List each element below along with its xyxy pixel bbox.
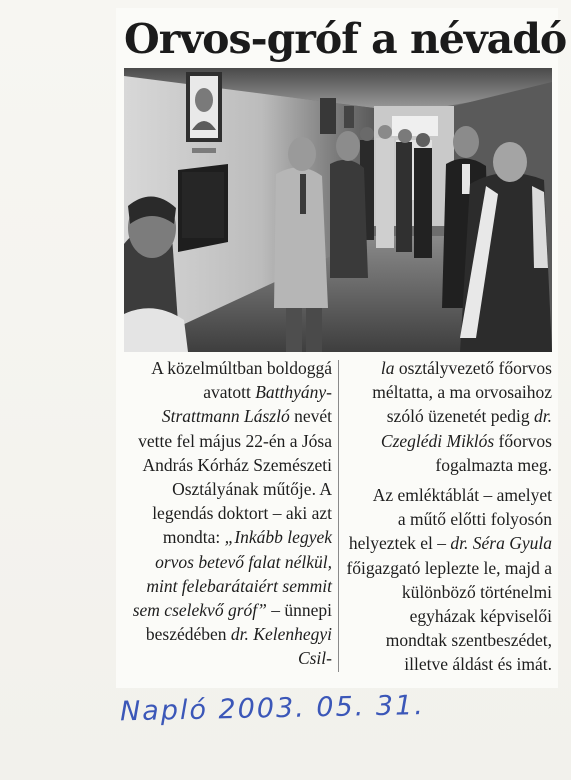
article-column-left [126, 356, 332, 671]
paragraph [126, 356, 332, 671]
text-run: Az emléktáblát – amelyet a műtő előtti folyosón helyeztek el – [348, 485, 552, 554]
text-run: főorvos fogalmazta meg. [435, 430, 552, 475]
emphasized-text: la [380, 358, 395, 378]
text-run: nevét vette fel május 22-én a Jósa András Kórház Szemészeti Osztályának műtője. A legendás doktort – aki azt mondta: [138, 406, 332, 548]
emphasized-text: dr. Czeglédi Miklós [380, 406, 552, 451]
text-run: osztályvezető főorvos méltatta, a ma orvosaihoz szóló üzenetét pedig [372, 358, 552, 427]
emphasized-text: „Inkább legyek orvos betevő falat nélkül, mint felebarátaiért semmit sem cselekvő gróf” [132, 527, 332, 621]
emphasized-text: dr. Kelenhegyi Csil- [230, 624, 332, 669]
text-run: főigazgató leplezte le, majd a különböző történelmi egyházak képviselői mondtak szentbeszédet, illetve áldást és imát. [346, 557, 552, 675]
emphasized-text: Batthyány-Strattmann László [161, 382, 332, 427]
text-run: – ünnepi beszédében [145, 600, 332, 645]
headline: Orvos-gróf a névadó [124, 15, 567, 63]
emphasized-text: dr. Séra Gyula [450, 533, 552, 554]
handwritten-date-note: Napló 2003. 05. 31. [119, 690, 426, 728]
paragraph [346, 483, 552, 677]
paragraph [346, 356, 552, 477]
column-divider [338, 360, 339, 672]
text-run: A közelmúltban boldoggá avatott [151, 358, 332, 403]
article-column-right [346, 356, 552, 677]
article-photo [124, 68, 552, 352]
